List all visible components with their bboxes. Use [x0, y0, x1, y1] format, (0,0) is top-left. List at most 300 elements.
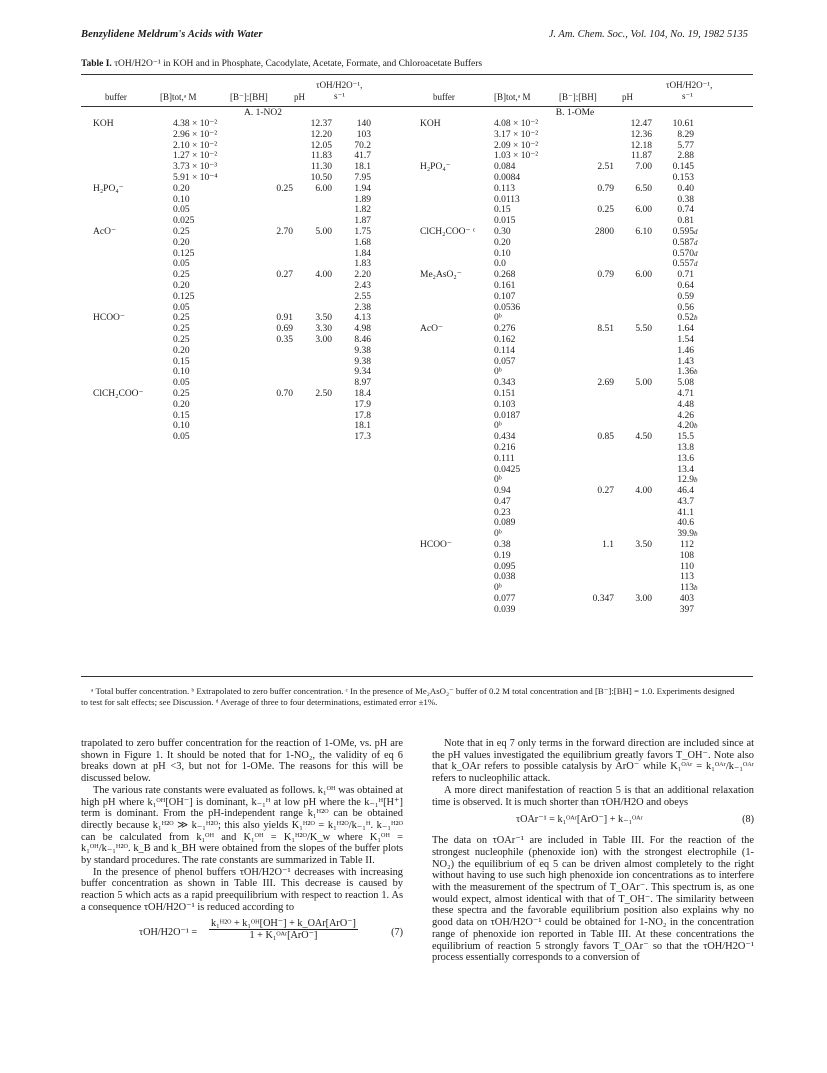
table-row [420, 249, 720, 260]
rate-cell: 1.82 [354, 205, 371, 216]
footnote-mark: d [694, 227, 698, 236]
concentration-cell: 0ᵇ [494, 421, 502, 432]
table-row [93, 249, 393, 260]
table-top-rule [81, 74, 753, 75]
table-row [93, 346, 393, 357]
table-row [420, 195, 720, 206]
rate-cell: 9.34 [354, 367, 371, 378]
table-row [93, 173, 393, 184]
concentration-cell: 0.20 [173, 345, 190, 356]
ratio-cell: 0.27 [597, 486, 614, 497]
rate-cell: 113 [680, 572, 694, 583]
table-row [420, 205, 720, 216]
col-header-tau-unit-a: s⁻¹ [334, 91, 345, 101]
table-row [93, 411, 393, 422]
concentration-cell: 0.161 [494, 280, 516, 291]
concentration-cell: 0.25 [173, 324, 190, 335]
rate-cell: 1.54 [677, 334, 694, 345]
table-row [420, 130, 720, 141]
paragraph: The data on τOAr⁻¹ are included in Table III. For the reaction of the strongest nucleophile (phenoxide ion) with the strongest electrophile (1-NO₂) the equilibrium of eq 5 can be driven almost completely to the right without having to use such high phenoxide ion concentrations as to interfere with the measurement of the spectrum of T_OAr⁻. This spectrum is, as one would expect, almost identical with that of T_OH⁻. The similarity between these spectra and the favorable equilibrium position also explains why no good data on τOH/H2O⁻¹ could be obtained for 1-NO₂ in the concentration range of phenoxide ion reported in Table III. At these concentrations the equilibrium of reaction 5 strongly favors T_OAr⁻ so that the τOH/H2O⁻¹ process essentially corresponds to a conversion of [432, 835, 754, 964]
table-row [93, 184, 393, 195]
table-row [420, 518, 720, 529]
col-header-buffer-b: buffer [433, 92, 455, 102]
paragraph: A more direct manifestation of reaction 5 is that an additional relaxation time is observed. It is much shorter than τOH/H2O and obeys [432, 784, 754, 808]
ph-cell: 3.00 [635, 594, 652, 605]
rate-cell: 0.56 [677, 302, 694, 313]
concentration-cell: 0ᵇ [494, 475, 502, 486]
table-row [93, 259, 393, 270]
footnote-mark: d [694, 238, 698, 247]
paragraph: The various rate constants were evaluated as follows. k₁ᴼᴴ was obtained at high pH where k₁ᴼᴴ[OH⁻] is dominant, k₋₁ᴴ at low pH where the k₋₁ᴴ[H⁺] term is dominant. From the pH-independent range k₁ᴴ²ᴼ can be obtained directly because k₁ᴴ²ᴼ ≫ k₋₁ᴴ²ᴼ; this also yields K₁ᴴ²ᴼ = k₁ᴴ²ᴼ/k₋₁ᴴ. k₋₁ᴴ²ᴼ can be calculated from k₁ᴼᴴ and K₁ᴼᴴ = K₁ᴴ²ᴼ/K_w where K₁ᴼᴴ = k₁ᴼᴴ/k₋₁ᴴ²ᴼ. k_B and k_BH were obtained from the slopes of the buffer plots by standard procedures. The rate constants are summarized in Table II. [81, 784, 403, 867]
rate-cell: 1.43 [677, 356, 694, 367]
rate-cell: 1.68 [354, 237, 371, 248]
col-header-btot-b: [B]tot,ᵃ M [494, 92, 531, 102]
concentration-cell: 0.162 [494, 334, 516, 345]
panel-b-rows [420, 119, 720, 616]
ph-cell: 12.18 [630, 140, 652, 151]
table-row [420, 421, 720, 432]
rate-cell: 1.46 [677, 345, 694, 356]
concentration-cell: 0.15 [494, 205, 511, 216]
concentration-cell: 0.077 [494, 594, 516, 605]
table-row [420, 389, 720, 400]
equation-8-body: τOAr⁻¹ = k₁ᴼᴬʳ[ArO⁻] + k₋₁ᴼᴬʳ [516, 814, 643, 826]
rate-cell: 5.08 [677, 378, 694, 389]
concentration-cell: 0.216 [494, 442, 516, 453]
table-row [93, 205, 393, 216]
concentration-cell: 0.0536 [494, 302, 521, 313]
rate-cell: 1.89 [354, 194, 371, 205]
buffer-cell: Me₂AsO₂⁻ [420, 270, 462, 281]
footnote-mark: b [694, 530, 698, 539]
rate-cell: 9.38 [354, 345, 371, 356]
concentration-cell: 0.25 [173, 226, 190, 237]
table-row [420, 141, 720, 152]
concentration-cell: 4.38 × 10⁻² [173, 119, 218, 129]
concentration-cell: 0.19 [494, 550, 511, 561]
concentration-cell: 0.343 [494, 378, 516, 389]
rate-cell: 4.98 [354, 324, 371, 335]
concentration-cell: 0.25 [173, 270, 190, 281]
table-row [93, 313, 393, 324]
ratio-cell: 2.51 [597, 162, 614, 173]
equation-7-number: (7) [391, 926, 403, 938]
rate-cell: 40.6 [677, 518, 694, 529]
table-row [93, 292, 393, 303]
concentration-cell: 0.113 [494, 183, 516, 194]
equation-7-fraction [209, 918, 358, 942]
table-panel-a [93, 108, 393, 443]
table-row [420, 378, 720, 389]
col-header-tau-a: τOH/H2O⁻¹, [316, 80, 363, 90]
concentration-cell: 0.05 [173, 378, 190, 389]
col-header-ratio-b: [B⁻]:[BH] [559, 92, 597, 102]
ratio-cell: 8.51 [597, 324, 614, 335]
table-row [93, 389, 393, 400]
table-row [420, 454, 720, 465]
ph-cell: 3.50 [635, 540, 652, 551]
equation-8-number: (8) [742, 814, 754, 826]
table-row [93, 378, 393, 389]
concentration-cell: 0.0187 [494, 410, 521, 421]
table-row [420, 184, 720, 195]
rate-cell: 1.94 [354, 183, 371, 194]
table-row [420, 270, 720, 281]
ph-cell: 11.83 [310, 151, 332, 162]
table-row [93, 400, 393, 411]
rate-cell: 113 [680, 583, 694, 594]
rate-cell: 0.59 [677, 291, 694, 302]
body-column-left [81, 738, 403, 953]
rate-cell: 103 [356, 129, 371, 140]
table-row [93, 119, 393, 130]
rate-cell: 8.46 [354, 334, 371, 345]
concentration-cell: 0.10 [173, 367, 190, 378]
concentration-cell: 0.23 [494, 507, 511, 518]
concentration-cell: 0.20 [494, 237, 511, 248]
rate-cell: 13.8 [677, 442, 694, 453]
concentration-cell: 0.114 [494, 345, 516, 356]
concentration-cell: 0.125 [173, 248, 195, 259]
concentration-cell: 0.15 [173, 356, 190, 367]
rate-cell: 1.83 [354, 259, 371, 270]
concentration-cell: 0.268 [494, 270, 516, 281]
table-row [93, 357, 393, 368]
table-row [420, 227, 720, 238]
rate-cell: 0.71 [677, 270, 694, 281]
concentration-cell: 5.91 × 10⁻⁴ [173, 172, 218, 183]
table-row [93, 227, 393, 238]
table-row [93, 270, 393, 281]
concentration-cell: 2.96 × 10⁻² [173, 129, 218, 140]
rate-cell: 18.4 [354, 388, 371, 399]
rate-cell: 0.38 [677, 194, 694, 205]
ph-cell: 12.05 [310, 140, 332, 151]
table-row [420, 605, 720, 616]
table-row [420, 432, 720, 443]
buffer-cell: H₂PO₄⁻ [93, 183, 124, 194]
rate-cell: 39.9 [677, 529, 694, 540]
panel-a-title: A. 1-NO2 [244, 108, 282, 118]
rate-cell: 2.38 [354, 302, 371, 313]
table-row [420, 411, 720, 422]
buffer-cell: AcO⁻ [420, 324, 443, 335]
rate-cell: 12.9 [677, 475, 694, 486]
rate-cell: 0.153 [672, 172, 694, 183]
table-row [420, 324, 720, 335]
concentration-cell: 1.27 × 10⁻² [173, 151, 218, 162]
ph-cell: 5.00 [635, 378, 652, 389]
table-row [93, 238, 393, 249]
paragraph: trapolated to zero buffer concentration for the reaction of 1-OMe, vs. pH are shown in Figure 1. It should be noted that for 1-NO₂, the validity of eq 6 breaks down at pH <3, but not for 1-OMe. The reasons for this will be discussed below. [81, 738, 403, 785]
ph-cell: 11.30 [310, 162, 332, 173]
panel-a-rows [93, 119, 393, 443]
ph-cell: 11.87 [630, 151, 652, 162]
buffer-cell: ClCH₂COO⁻ ᶜ [420, 226, 476, 237]
col-header-btot-a: [B]tot,ᵃ M [160, 92, 197, 102]
concentration-cell: 0.05 [173, 259, 190, 270]
rate-cell: 18.1 [354, 162, 371, 173]
rate-cell: 1.75 [354, 226, 371, 237]
table-row [420, 162, 720, 173]
table-header-rule [81, 106, 753, 107]
concentration-cell: 0.084 [494, 162, 516, 173]
table-row [420, 119, 720, 130]
table-row [420, 335, 720, 346]
ph-cell: 12.20 [310, 129, 332, 140]
concentration-cell: 0.25 [173, 334, 190, 345]
concentration-cell: 0.94 [494, 486, 511, 497]
concentration-cell: 0.015 [494, 216, 516, 227]
rate-cell: 43.7 [677, 496, 694, 507]
table-row [420, 529, 720, 540]
table-row [93, 151, 393, 162]
ph-cell: 2.50 [315, 388, 332, 399]
concentration-cell: 0.20 [173, 399, 190, 410]
table-row [93, 162, 393, 173]
col-header-ph-b: pH [622, 92, 633, 102]
rate-cell: 108 [679, 550, 694, 561]
table-row [420, 303, 720, 314]
concentration-cell: 0ᵇ [494, 367, 502, 378]
paragraph: Note that in eq 7 only terms in the forward direction are included since at the pH values investigated the equilibrium greatly favors T_OH⁻. Note also that k_OAr refers to possible catalysis by ArO⁻ while K₁ᴼᴬʳ = k₁ᴼᴬʳ/k₋₁ᴼᴬʳ refers to nucleophilic attack. [432, 738, 754, 785]
rate-cell: 9.38 [354, 356, 371, 367]
concentration-cell: 2.09 × 10⁻² [494, 140, 539, 151]
running-header-title: Benzylidene Meldrum's Acids with Water [81, 29, 263, 40]
ph-cell: 5.00 [315, 226, 332, 237]
rate-cell: 4.26 [677, 410, 694, 421]
concentration-cell: 0.103 [494, 399, 516, 410]
body-column-right [432, 738, 754, 964]
concentration-cell: 0.107 [494, 291, 516, 302]
rate-cell: 0.145 [672, 162, 694, 173]
ph-cell: 6.10 [635, 226, 652, 237]
concentration-cell: 0.10 [494, 248, 511, 259]
rate-cell: 4.13 [354, 313, 371, 324]
concentration-cell: 0.434 [494, 432, 516, 443]
rate-cell: 140 [356, 119, 371, 129]
panel-b-title: B. 1-OMe [555, 108, 595, 118]
concentration-cell: 0.0 [494, 259, 506, 270]
table-row [420, 594, 720, 605]
concentration-cell: 0.20 [173, 237, 190, 248]
rate-cell: 0.52 [677, 313, 694, 324]
rate-cell: 0.587 [672, 237, 694, 248]
ph-cell: 7.00 [635, 162, 652, 173]
concentration-cell: 3.17 × 10⁻² [494, 129, 539, 140]
rate-cell: 0.64 [677, 280, 694, 291]
concentration-cell: 0.20 [173, 183, 190, 194]
table-row [420, 465, 720, 476]
concentration-cell: 0ᵇ [494, 583, 502, 594]
footnote-mark: b [694, 314, 698, 323]
concentration-cell: 0.47 [494, 496, 511, 507]
col-header-ph-a: pH [294, 92, 305, 102]
ph-cell: 3.30 [315, 324, 332, 335]
ratio-cell: 2800 [595, 226, 614, 237]
footnote-mark: d [694, 260, 698, 269]
rate-cell: 41.1 [677, 507, 694, 518]
rate-cell: 110 [680, 561, 694, 572]
ratio-cell: 0.27 [276, 270, 293, 281]
table-row [420, 400, 720, 411]
rate-cell: 41.7 [354, 151, 371, 162]
table-row [420, 173, 720, 184]
ph-cell: 4.50 [635, 432, 652, 443]
table-caption-text: τOH/H2O⁻¹ in KOH and in Phosphate, Cacodylate, Acetate, Formate, and Chloroacetate Buffers [114, 59, 483, 69]
ratio-cell: 0.69 [276, 324, 293, 335]
concentration-cell: 0.151 [494, 388, 516, 399]
rate-cell: 1.36 [677, 367, 694, 378]
concentration-cell: 0.276 [494, 324, 516, 335]
buffer-cell: ClCH₂COO⁻ [93, 388, 144, 399]
rate-cell: 17.9 [354, 399, 371, 410]
table-row [93, 141, 393, 152]
footnote-mark: b [694, 422, 698, 431]
table-row [420, 508, 720, 519]
rate-cell: 1.84 [354, 248, 371, 259]
rate-cell: 17.3 [354, 432, 371, 443]
rate-cell: 403 [679, 594, 694, 605]
ph-cell: 3.00 [315, 334, 332, 345]
table-row [420, 583, 720, 594]
concentration-cell: 0.20 [173, 280, 190, 291]
ph-cell: 6.00 [315, 183, 332, 194]
ph-cell: 6.00 [635, 205, 652, 216]
rate-cell: 13.4 [677, 464, 694, 475]
table-row [420, 357, 720, 368]
table-row [93, 303, 393, 314]
concentration-cell: 0.025 [173, 216, 195, 227]
table-row [93, 324, 393, 335]
col-header-buffer-a: buffer [105, 92, 127, 102]
ph-cell: 10.50 [310, 172, 332, 183]
rate-cell: 70.2 [354, 140, 371, 151]
table-row [93, 216, 393, 227]
table-row [93, 367, 393, 378]
concentration-cell: 0.038 [494, 572, 516, 583]
concentration-cell: 0.25 [173, 313, 190, 324]
rate-cell: 112 [680, 540, 694, 551]
concentration-cell: 2.10 × 10⁻² [173, 140, 218, 151]
rate-cell: 8.97 [354, 378, 371, 389]
rate-cell: 2.43 [354, 280, 371, 291]
rate-cell: 4.71 [677, 388, 694, 399]
rate-cell: 10.61 [672, 119, 694, 129]
concentration-cell: 0.15 [173, 410, 190, 421]
ph-cell: 6.50 [635, 183, 652, 194]
rate-cell: 397 [679, 604, 694, 615]
buffer-cell: H₂PO₄⁻ [420, 162, 451, 173]
concentration-cell: 0.095 [494, 561, 516, 572]
ph-cell: 5.50 [635, 324, 652, 335]
table-row [420, 346, 720, 357]
buffer-cell: HCOO⁻ [420, 540, 452, 551]
table-panel-b [420, 108, 720, 616]
ph-cell: 4.00 [315, 270, 332, 281]
rate-cell: 0.595 [672, 226, 694, 237]
table-row [420, 443, 720, 454]
ratio-cell: 0.35 [276, 334, 293, 345]
concentration-cell: 0.05 [173, 205, 190, 216]
ph-cell: 3.50 [315, 313, 332, 324]
table-row [420, 238, 720, 249]
concentration-cell: 0.0113 [494, 194, 520, 205]
rate-cell: 4.20 [677, 421, 694, 432]
table-row [93, 130, 393, 141]
ratio-cell: 0.91 [276, 313, 293, 324]
rate-cell: 8.29 [677, 129, 694, 140]
concentration-cell: 0.0425 [494, 464, 521, 475]
ph-cell: 12.47 [630, 119, 652, 129]
buffer-cell: HCOO⁻ [93, 313, 125, 324]
rate-cell: 0.557 [672, 259, 694, 270]
rate-cell: 18.1 [354, 421, 371, 432]
ph-cell: 12.37 [310, 119, 332, 129]
table-row [420, 562, 720, 573]
table-label: Table I. [81, 59, 112, 69]
concentration-cell: 0.30 [494, 226, 511, 237]
buffer-cell: KOH [93, 119, 114, 129]
ratio-cell: 0.85 [597, 432, 614, 443]
ratio-cell: 0.25 [597, 205, 614, 216]
table-row [420, 367, 720, 378]
table-row [420, 475, 720, 486]
table-row [93, 421, 393, 432]
running-header-citation: J. Am. Chem. Soc., Vol. 104, No. 19, 1982 5135 [548, 29, 748, 40]
col-header-ratio-a: [B⁻]:[BH] [230, 92, 268, 102]
footnote-mark: b [694, 584, 698, 593]
concentration-cell: 0.125 [173, 291, 195, 302]
table-row [420, 292, 720, 303]
concentration-cell: 3.73 × 10⁻³ [173, 162, 218, 173]
ratio-cell: 0.79 [597, 270, 614, 281]
buffer-cell: AcO⁻ [93, 226, 116, 237]
ratio-cell: 0.347 [592, 594, 614, 605]
rate-cell: 15.5 [677, 432, 694, 443]
equation-7 [81, 918, 403, 948]
concentration-cell: 0.38 [494, 540, 511, 551]
table-row [420, 540, 720, 551]
concentration-cell: 0.089 [494, 518, 516, 529]
table-row [420, 551, 720, 562]
concentration-cell: 0.25 [173, 388, 190, 399]
concentration-cell: 0.10 [173, 194, 190, 205]
concentration-cell: 0.05 [173, 302, 190, 313]
ratio-cell: 1.1 [602, 540, 614, 551]
ph-cell: 4.00 [635, 486, 652, 497]
footnote-mark: b [694, 476, 698, 485]
ratio-cell: 0.79 [597, 183, 614, 194]
table-row [420, 497, 720, 508]
concentration-cell: 0.10 [173, 421, 190, 432]
rate-cell: 5.77 [677, 140, 694, 151]
concentration-cell: 0.039 [494, 604, 516, 615]
concentration-cell: 0.057 [494, 356, 516, 367]
table-row [420, 486, 720, 497]
rate-cell: 7.95 [354, 172, 371, 183]
ratio-cell: 2.69 [597, 378, 614, 389]
rate-cell: 1.64 [677, 324, 694, 335]
ph-cell: 12.36 [630, 129, 652, 140]
table-row [420, 281, 720, 292]
footnote-mark: b [694, 368, 698, 377]
rate-cell: 0.74 [677, 205, 694, 216]
rate-cell: 2.88 [677, 151, 694, 162]
rate-cell: 0.40 [677, 183, 694, 194]
concentration-cell: 4.08 × 10⁻² [494, 119, 539, 129]
table-row [93, 335, 393, 346]
